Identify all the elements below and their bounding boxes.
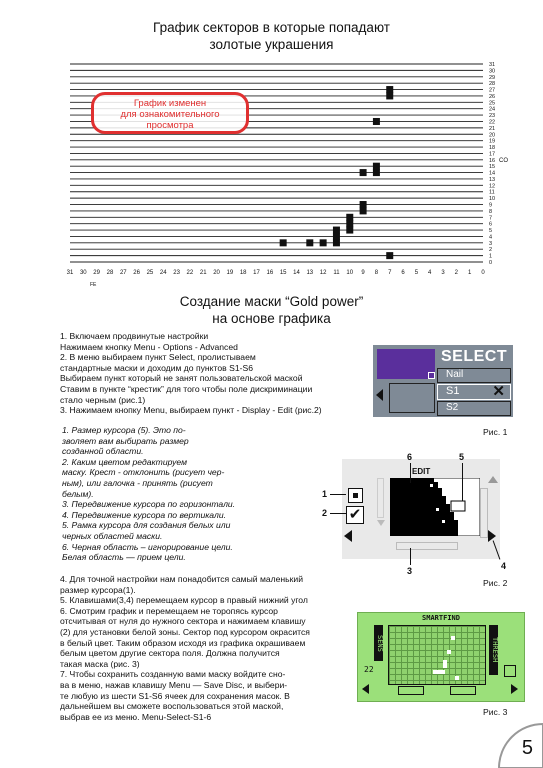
x-tick-label-19: 19	[226, 270, 234, 276]
y-tick-label-13: 13	[489, 176, 496, 183]
fig2-cursor-size-box	[348, 488, 363, 503]
y-tick-label-4: 4	[489, 234, 493, 241]
fig2-callout-5: 5	[459, 452, 465, 462]
data-point-10	[346, 227, 353, 234]
figure-1-select-screen	[373, 345, 513, 417]
fig2-callout-line-2	[330, 513, 346, 514]
x-tick-label-3: 3	[441, 270, 445, 276]
x-tick-label-6: 6	[401, 270, 405, 276]
x-tick-label-31: 31	[66, 270, 74, 276]
stamp-line1: График изменен	[133, 98, 207, 109]
fig2-callout-line-5	[462, 463, 463, 501]
fig2-callout-1: 1	[322, 489, 328, 499]
fig2-callout-4: 4	[501, 561, 507, 571]
x-tick-label-12: 12	[319, 270, 327, 276]
fig2-left-slider	[377, 478, 384, 518]
data-point-0	[386, 86, 393, 93]
x-tick-label-26: 26	[133, 270, 140, 276]
y-tick-label-25: 25	[489, 100, 496, 107]
y-tick-label-9: 9	[489, 202, 493, 209]
y-tick-label-27: 27	[489, 87, 496, 94]
fig1-menu-item-s1	[437, 384, 511, 400]
legend-block: 1. Размер курсора (5). Это по- зволяет вам выбирать размер созданной области. 2. Каким цветом редактируем маску. Крест - отклонить (рисует чер- ным), или галочка - принять (рисует белым). 3. Передвижение курсора по горизонтали. 4. Передвижение курсора по вертикали. 5. Рамка курсора для создания белых или черных областей маски. 6. Черная область – игнорирование цели. Белая область — прием цели.	[62, 425, 236, 563]
figure-3-smartfind-screen	[357, 612, 525, 702]
y-tick-label-30: 30	[489, 68, 496, 75]
fig2-mask-area	[390, 478, 480, 536]
fig3-bottom-bar-left	[398, 686, 424, 695]
y-tick-label-10: 10	[489, 196, 496, 203]
fig2-edit-label: EDIT	[412, 467, 431, 476]
y-tick-label-5: 5	[489, 228, 493, 235]
steps-block-1: 1. Включаем продвинутые настройки Нажимаем кнопку Menu - Options - Advanced 2. В меню выбираем пункт Select, пролистываем стандартные маски и доходим до пунктов S1-S6 Выбираем пункт который не занят пользовательской маской Ставим в пункте “крестик” для того чтобы поле дискриминации стало черным (рис.1) 3. Нажимаем кнопку Menu, выбираем пункт - Display - Edit (рис.2)	[60, 331, 322, 416]
y-tick-label-11: 11	[489, 189, 495, 196]
y-tick-label-29: 29	[489, 74, 496, 81]
section-title-line1: Создание маски “Gold power”	[179, 294, 364, 309]
fig1-empty-panel	[389, 383, 435, 413]
fig3-mask-grid	[388, 625, 486, 685]
x-axis-label: FE	[90, 282, 97, 288]
fig1-left-arrow-icon	[376, 389, 383, 401]
data-point-17	[386, 252, 393, 259]
data-point-7	[360, 207, 367, 214]
watermark-stamp	[91, 92, 249, 134]
stamp-line2: для ознакомительного	[120, 109, 220, 120]
fig1-item-s1-label: S1	[446, 385, 460, 397]
figure-2-edit-screen	[320, 448, 520, 578]
x-tick-label-18: 18	[239, 270, 247, 276]
fig1-select-title: SELECT	[441, 348, 508, 365]
fig2-left-arrow-icon	[344, 530, 352, 542]
data-point-1	[386, 92, 393, 99]
x-tick-label-21: 21	[199, 270, 207, 276]
y-tick-label-3: 3	[489, 240, 493, 247]
y-tick-label-0: 0	[489, 260, 493, 266]
y-tick-label-14: 14	[489, 170, 496, 177]
x-tick-label-25: 25	[146, 270, 154, 276]
x-tick-label-20: 20	[213, 270, 220, 276]
fig3-thresh-label	[489, 625, 498, 675]
fig3-sens-text: SENS	[376, 634, 384, 652]
fig2-callout-6: 6	[407, 452, 413, 462]
y-tick-label-18: 18	[489, 145, 496, 152]
y-tick-label-6: 6	[489, 221, 493, 228]
x-tick-label-7: 7	[388, 270, 392, 276]
x-tick-label-10: 10	[346, 270, 354, 276]
page-corner	[497, 722, 543, 768]
x-tick-label-15: 15	[279, 270, 287, 276]
figure-1-caption: Рис. 1	[483, 427, 508, 437]
page-title-line2: золотые украшения	[209, 37, 334, 52]
data-point-2	[373, 118, 380, 125]
stamp-line3: просмотра	[146, 120, 194, 131]
fig2-callout-3: 3	[407, 566, 413, 576]
fig2-callout-2: 2	[322, 508, 328, 518]
fig1-purple-panel	[377, 349, 435, 379]
data-point-15	[306, 239, 313, 246]
y-tick-label-8: 8	[489, 208, 493, 215]
y-tick-label-16: 16	[489, 157, 496, 164]
x-tick-label-17: 17	[253, 270, 260, 276]
y-tick-label-23: 23	[489, 113, 496, 120]
fig2-callout-line-1	[330, 494, 346, 495]
x-tick-label-16: 16	[266, 270, 274, 276]
fig2-callout-line-6	[410, 463, 411, 483]
fig1-item-s2-label: S2	[446, 402, 459, 413]
fig3-value: 22	[364, 665, 374, 674]
data-point-13	[333, 239, 340, 246]
x-tick-label-23: 23	[173, 270, 180, 276]
y-tick-label-21: 21	[489, 125, 496, 132]
data-point-16	[280, 239, 287, 246]
y-tick-label-17: 17	[489, 151, 496, 158]
y-tick-label-22: 22	[489, 119, 496, 126]
x-tick-label-22: 22	[186, 270, 194, 276]
fig2-down-arrow-icon	[377, 520, 385, 526]
x-tick-label-5: 5	[414, 270, 419, 276]
fig3-title: SMARTFIND	[422, 614, 460, 622]
steps-block-2: 4. Для точной настройки нам понадобится самый маленький размер курсора(1). 5. Клавишами(3,4) перемещаем курсор в правый нижний угол 6. Смотрим график и перемещаем не торопясь курсор отсчитывая от нуля до нужного сектора и нажимаем клавишу (2) для установки белой зоны. Сектор под курсором окрасится в белый цвет. Таким образом исходя из графика окрашиваем белым цветом другие сектора поля. Должна получится такая маска (рис. 3) 7. Чтобы сохранить созданную вами маску войдите сно- ва в меню, нажав клавишу Menu — Save Disc, и выбери- те любую из шести S1-S6 ячеек для сохранения масок. В дальнейшем вы сможете воспользоваться этой маской, выбрав ее из меню. Menu-Select-S1-6	[60, 574, 310, 722]
data-point-12	[333, 233, 340, 240]
fig1-menu-item-s2	[437, 401, 511, 416]
x-tick-label-8: 8	[374, 270, 379, 276]
y-tick-label-15: 15	[489, 164, 496, 171]
data-point-11	[333, 227, 340, 234]
fig3-sens-label	[374, 625, 383, 661]
y-tick-label-28: 28	[489, 81, 496, 88]
x-tick-label-14: 14	[293, 270, 300, 276]
data-point-14	[320, 239, 327, 246]
fig3-right-arrow-icon	[511, 684, 518, 694]
y-tick-label-12: 12	[489, 183, 496, 190]
fig1-item-nail-label: Nail	[446, 369, 464, 380]
data-point-9	[346, 220, 353, 227]
y-tick-label-20: 20	[489, 132, 496, 139]
fig3-shrink-icon	[504, 665, 516, 677]
y-tick-label-31: 31	[489, 62, 496, 68]
x-tick-label-13: 13	[306, 270, 314, 276]
section-title-line2: на основе графика	[212, 311, 331, 326]
x-tick-label-2: 2	[454, 270, 459, 276]
y-tick-label-26: 26	[489, 93, 496, 100]
fig3-bottom-bar-right	[450, 686, 476, 695]
y-tick-label-24: 24	[489, 106, 496, 113]
y-tick-label-19: 19	[489, 138, 496, 145]
figure-2-caption: Рис. 2	[483, 578, 508, 588]
page-number: 5	[521, 737, 533, 759]
data-point-8	[346, 214, 353, 221]
x-tick-label-28: 28	[106, 270, 114, 276]
x-tick-label-27: 27	[119, 270, 127, 276]
fig2-check-icon: ✔	[346, 506, 364, 524]
sector-chart	[0, 0, 543, 300]
x-tick-label-4: 4	[428, 270, 432, 276]
x-tick-label-9: 9	[361, 270, 365, 276]
fig2-bottom-slider	[396, 542, 458, 550]
x-tick-label-24: 24	[159, 270, 167, 276]
figure-3-caption: Рис. 3	[483, 707, 508, 717]
y-axis-label: CO	[499, 157, 508, 164]
fig3-left-arrow-icon	[362, 684, 369, 694]
fig1-small-square	[428, 372, 435, 379]
fig1-cross-icon: ✕	[492, 383, 505, 400]
y-tick-label-2: 2	[489, 247, 493, 254]
data-point-4	[373, 169, 380, 176]
x-tick-label-30: 30	[79, 270, 87, 276]
page-title-line1: График секторов в которые попадают	[153, 20, 390, 35]
fig2-callout-line-3	[410, 548, 411, 565]
fig2-vertical-slider	[480, 488, 488, 538]
data-point-5	[360, 169, 367, 176]
y-tick-label-1: 1	[489, 253, 493, 260]
data-point-6	[360, 201, 367, 208]
x-tick-label-1: 1	[468, 270, 472, 276]
x-tick-label-29: 29	[93, 270, 100, 276]
x-tick-label-11: 11	[333, 270, 340, 276]
fig2-up-arrow-icon	[488, 476, 498, 483]
y-tick-label-7: 7	[489, 215, 493, 222]
fig3-thresh-text: THRESH	[491, 637, 499, 663]
x-tick-label-0: 0	[481, 270, 485, 276]
fig1-menu-item-nail	[437, 368, 511, 383]
data-point-3	[373, 163, 380, 170]
